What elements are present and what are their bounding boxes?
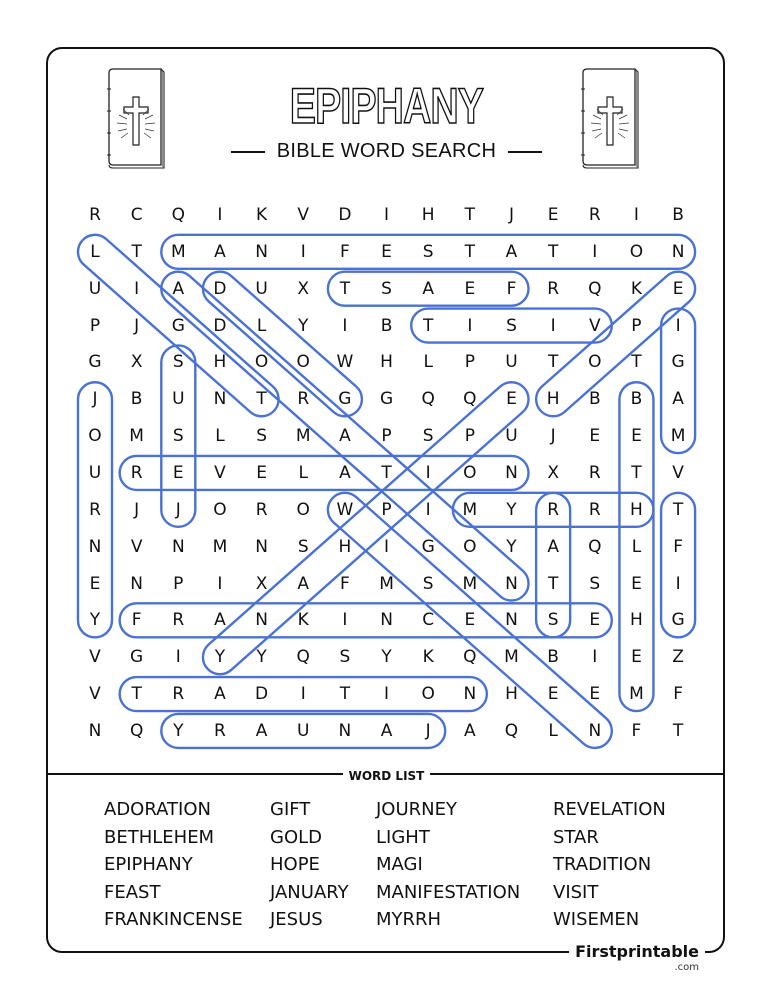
grid-cell[interactable]: I — [342, 610, 348, 631]
grid-cell[interactable]: E — [672, 278, 684, 299]
grid-cell[interactable]: K — [630, 278, 643, 299]
grid-cell[interactable]: S — [422, 426, 434, 447]
grid-cell[interactable]: E — [464, 610, 476, 631]
grid-cell[interactable]: I — [384, 205, 390, 225]
grid-cell[interactable]: O — [463, 462, 477, 483]
grid-cell[interactable]: S — [381, 278, 392, 299]
grid-cell[interactable]: V — [672, 462, 684, 483]
grid-cell[interactable]: J — [425, 720, 431, 741]
grid-cell[interactable]: R — [547, 499, 560, 520]
grid-cell[interactable]: G — [130, 647, 144, 668]
word-list-item: JANUARY — [270, 881, 349, 903]
grid-cell[interactable]: X — [130, 352, 143, 373]
word-list-item: JESUS — [270, 909, 323, 930]
grid-cell[interactable]: P — [631, 315, 642, 336]
grid-cell[interactable]: F — [673, 536, 683, 557]
grid-cell[interactable]: W — [336, 352, 354, 373]
word-list-item: MAGI — [376, 854, 423, 875]
word-list-item: FEAST — [104, 881, 161, 903]
grid-cell[interactable]: E — [172, 462, 184, 483]
grid-cell[interactable]: I — [300, 241, 306, 262]
grid-cell[interactable]: G — [671, 610, 685, 631]
grid-cell[interactable]: A — [214, 241, 226, 262]
grid-cell[interactable]: D — [338, 205, 352, 225]
grid-cell[interactable]: Q — [588, 278, 602, 299]
grid-cell[interactable]: R — [89, 499, 101, 520]
grid-cell[interactable]: Z — [672, 647, 684, 668]
grid-cell[interactable]: Q — [171, 205, 185, 225]
grid-cell[interactable]: L — [548, 720, 558, 741]
grid-cell[interactable]: J — [550, 426, 556, 447]
grid-cell[interactable]: I — [675, 573, 681, 594]
grid-cell[interactable]: T — [256, 389, 267, 410]
grid-cell[interactable]: T — [464, 205, 476, 225]
grid-cell[interactable]: A — [297, 573, 310, 594]
grid-cell[interactable]: N — [255, 241, 268, 262]
word-list-item: STAR — [553, 826, 599, 848]
grid-cell[interactable]: E — [547, 205, 559, 225]
grid-cell[interactable]: N — [505, 573, 518, 594]
grid-cell[interactable]: T — [672, 499, 684, 520]
grid-cell[interactable]: N — [338, 720, 352, 741]
grid-cell[interactable]: I — [217, 205, 223, 225]
grid-cell[interactable]: N — [505, 462, 518, 483]
grid-cell[interactable]: Q — [421, 389, 435, 410]
grid-cell[interactable]: N — [88, 536, 102, 557]
grid-cell[interactable]: Q — [504, 720, 519, 741]
grid-cell[interactable]: M — [670, 426, 686, 447]
grid-cell[interactable]: R — [172, 684, 185, 705]
grid-cell[interactable]: E — [381, 241, 392, 262]
grid-cell[interactable]: X — [297, 278, 310, 299]
grid-cell[interactable]: S — [422, 573, 434, 594]
grid-cell[interactable]: Q — [463, 647, 477, 668]
grid-cell[interactable]: R — [588, 462, 601, 483]
grid-cell[interactable]: Q — [129, 720, 144, 741]
grid-cell[interactable]: B — [588, 389, 601, 410]
word-list-item: EPIPHANY — [104, 854, 193, 875]
grid-cell[interactable]: T — [672, 720, 684, 741]
grid-cell[interactable]: Q — [588, 536, 602, 557]
grid-cell[interactable]: S — [172, 352, 184, 373]
grid-cell[interactable]: H — [546, 389, 560, 410]
grid-cell[interactable]: Y — [173, 720, 184, 741]
grid-cell[interactable]: T — [547, 352, 559, 373]
grid-cell[interactable]: F — [631, 720, 642, 741]
grid-cell[interactable]: N — [588, 720, 602, 741]
grid-cell[interactable]: P — [464, 426, 475, 447]
grid-cell[interactable]: U — [88, 278, 102, 299]
grid-cell[interactable]: K — [297, 610, 309, 631]
grid-cell[interactable]: Y — [89, 610, 101, 631]
grid-cell[interactable]: B — [547, 647, 559, 668]
grid-cell[interactable]: J — [508, 205, 514, 225]
grid-cell[interactable]: D — [255, 684, 269, 705]
grid-cell[interactable]: U — [255, 278, 268, 299]
grid-cell[interactable]: I — [425, 462, 431, 483]
grid-cell[interactable]: D — [213, 315, 227, 336]
grid-cell[interactable]: G — [171, 315, 185, 336]
grid-cell[interactable]: M — [170, 241, 186, 262]
grid-cell[interactable]: P — [381, 499, 392, 520]
grid-cell[interactable]: N — [88, 720, 102, 741]
grid-cell[interactable]: E — [589, 610, 601, 631]
grid-cell[interactable]: H — [630, 610, 643, 631]
grid-cell[interactable]: L — [423, 352, 433, 373]
grid-cell[interactable]: O — [296, 499, 310, 520]
grid-cell[interactable]: H — [213, 352, 227, 373]
grid-cell[interactable]: H — [421, 205, 435, 225]
grid-cell[interactable]: A — [672, 389, 684, 410]
grid-cell[interactable]: I — [633, 205, 639, 225]
grid-cell[interactable]: G — [671, 352, 685, 373]
grid-cell[interactable]: O — [296, 352, 310, 373]
grid-cell[interactable]: I — [342, 315, 348, 336]
grid-cell[interactable]: A — [339, 462, 351, 483]
grid-cell[interactable]: L — [256, 315, 267, 336]
grid-cell[interactable]: Y — [506, 499, 517, 520]
grid-cell[interactable]: T — [422, 315, 434, 336]
grid-cell[interactable]: A — [255, 720, 268, 741]
word-list-item: VISIT — [553, 881, 599, 903]
grid-cell[interactable]: K — [256, 205, 268, 225]
grid-cell[interactable]: F — [673, 684, 683, 705]
grid-cell[interactable]: E — [89, 573, 101, 594]
grid-cell[interactable]: H — [505, 684, 518, 705]
grid-cell[interactable]: E — [631, 426, 642, 447]
grid-cell[interactable]: Y — [381, 647, 392, 668]
grid-cell[interactable]: E — [631, 647, 642, 668]
word-list-item: MYRRH — [376, 909, 442, 930]
grid-cell[interactable]: U — [505, 426, 518, 447]
grid-cell[interactable]: A — [172, 278, 185, 299]
grid-cell[interactable]: A — [214, 684, 226, 705]
subtitle: BIBLE WORD SEARCH — [276, 140, 497, 162]
grid-cell[interactable]: O — [88, 426, 102, 447]
grid-cell[interactable]: U — [172, 389, 185, 410]
grid-cell[interactable]: H — [338, 536, 352, 557]
grid-cell[interactable]: N — [463, 684, 477, 705]
word-list-item: WISEMEN — [553, 909, 640, 930]
grid-cell[interactable]: M — [629, 684, 644, 705]
grid-cell[interactable]: Q — [463, 389, 477, 410]
grid-cell[interactable]: A — [547, 536, 559, 557]
grid-cell[interactable]: W — [336, 499, 354, 520]
grid-cell[interactable]: I — [550, 315, 556, 336]
grid-cell[interactable]: V — [89, 647, 101, 668]
grid-cell[interactable]: T — [339, 684, 351, 705]
grid-cell[interactable]: N — [505, 610, 518, 631]
grid-cell[interactable]: O — [213, 499, 227, 520]
grid-cell[interactable]: E — [547, 684, 559, 705]
grid-cell[interactable]: R — [588, 205, 601, 225]
grid-cell[interactable]: E — [589, 426, 601, 447]
grid-cell[interactable]: S — [339, 647, 351, 668]
grid-cell[interactable]: T — [547, 573, 559, 594]
grid-cell[interactable]: E — [589, 684, 601, 705]
grid-cell[interactable]: F — [340, 573, 350, 594]
grid-cell[interactable]: L — [298, 462, 308, 483]
grid-cell[interactable]: F — [340, 241, 350, 262]
grid-cell[interactable]: I — [217, 573, 223, 594]
grid-cell[interactable]: L — [215, 426, 225, 447]
grid-cell[interactable]: V — [130, 536, 143, 557]
grid-cell[interactable]: I — [384, 684, 390, 705]
grid-cell[interactable]: N — [255, 536, 268, 557]
subtitle-row — [0, 140, 773, 163]
subtitle-rule-left — [231, 151, 265, 153]
grid-cell[interactable]: G — [421, 536, 435, 557]
grid-cell[interactable]: T — [631, 462, 642, 483]
grid-cell[interactable]: B — [630, 389, 643, 410]
grid-cell[interactable]: C — [422, 610, 435, 631]
grid-cell[interactable]: F — [131, 610, 142, 631]
grid-cell[interactable]: E — [506, 389, 517, 410]
grid-cell[interactable]: I — [592, 241, 598, 262]
grid-cell[interactable]: J — [175, 499, 181, 520]
word-list-item: REVELATION — [553, 799, 666, 820]
grid-cell[interactable]: X — [547, 462, 559, 483]
word-list-item: ADORATION — [104, 799, 211, 820]
brand-logo: Firstprintable — [569, 942, 705, 961]
grid-cell[interactable]: S — [422, 241, 434, 262]
grid-cell[interactable]: R — [89, 205, 101, 225]
brand-suffix: .com — [674, 962, 699, 973]
grid-cell[interactable]: N — [255, 610, 268, 631]
page-title: EPIPHANY — [289, 78, 484, 134]
grid-cell[interactable]: P — [89, 315, 101, 336]
grid-cell[interactable]: S — [589, 573, 601, 594]
grid-cell[interactable]: L — [631, 536, 642, 557]
grid-cell[interactable]: U — [88, 462, 102, 483]
grid-cell[interactable]: B — [380, 315, 393, 336]
grid-cell[interactable]: E — [464, 278, 476, 299]
grid-cell[interactable]: A — [339, 426, 351, 447]
grid-cell[interactable]: C — [130, 205, 143, 225]
grid-cell[interactable]: B — [672, 205, 684, 225]
grid-cell[interactable]: J — [134, 499, 140, 520]
grid-cell[interactable]: V — [297, 205, 310, 225]
grid-cell[interactable]: A — [505, 241, 518, 262]
grid-cell[interactable]: T — [131, 241, 142, 262]
grid-cell[interactable]: B — [130, 389, 143, 410]
grid-cell[interactable]: Y — [298, 315, 309, 336]
grid-cell[interactable]: I — [175, 647, 181, 668]
grid-cell[interactable]: M — [212, 536, 228, 557]
word-list-item: LIGHT — [376, 826, 430, 848]
grid-cell[interactable]: M — [129, 426, 144, 447]
grid-cell[interactable]: I — [134, 278, 140, 299]
grid-cell[interactable]: O — [421, 684, 435, 705]
grid-cell[interactable]: T — [547, 241, 559, 262]
grid-cell[interactable]: M — [462, 499, 478, 520]
grid-cell[interactable]: S — [172, 426, 184, 447]
grid-cell[interactable]: A — [464, 720, 476, 741]
grid-cell[interactable]: I — [300, 684, 306, 705]
grid-cell[interactable]: K — [422, 647, 434, 668]
grid-cell[interactable]: N — [213, 389, 227, 410]
grid-cell[interactable]: R — [214, 720, 226, 741]
grid-cell[interactable]: I — [592, 647, 598, 668]
grid-cell[interactable]: V — [588, 315, 601, 336]
grid-cell[interactable]: Y — [214, 647, 226, 668]
grid-cell[interactable]: Y — [256, 647, 267, 668]
grid-cell[interactable]: T — [131, 684, 142, 705]
grid-cell[interactable]: Y — [506, 536, 517, 557]
grid-cell[interactable]: G — [88, 352, 102, 373]
grid-cell[interactable]: F — [506, 278, 517, 299]
grid-cell[interactable]: R — [588, 499, 601, 520]
grid-cell[interactable]: V — [89, 684, 101, 705]
grid-cell[interactable]: O — [463, 536, 477, 557]
grid-cell[interactable]: A — [214, 610, 226, 631]
grid-cell[interactable]: J — [134, 315, 140, 336]
word-list-item: MANIFESTATION — [376, 881, 521, 903]
grid-cell[interactable]: I — [425, 499, 431, 520]
grid-cell[interactable]: Q — [296, 647, 310, 668]
word-list-item: TRADITION — [553, 854, 652, 875]
grid-cell[interactable]: N — [171, 536, 185, 557]
grid-cell[interactable]: A — [422, 278, 434, 299]
word-list-item: GOLD — [270, 826, 323, 848]
grid-cell[interactable]: N — [130, 573, 143, 594]
grid-cell[interactable]: R — [297, 389, 310, 410]
grid-cell[interactable]: P — [173, 573, 184, 594]
grid-cell[interactable]: M — [504, 647, 519, 668]
word-list-item: HOPE — [270, 854, 320, 875]
word-list-item: FRANKINCENSE — [104, 909, 243, 930]
grid-cell[interactable]: I — [384, 536, 390, 557]
word-list-item: JOURNEY — [376, 799, 457, 820]
grid-cell[interactable]: G — [379, 389, 394, 410]
grid-cell[interactable]: T — [381, 462, 392, 483]
grid-cell[interactable]: J — [92, 389, 98, 410]
grid-cell[interactable]: O — [254, 352, 269, 373]
grid-cell[interactable]: D — [213, 278, 227, 299]
grid-cell[interactable]: R — [130, 462, 143, 483]
grid-cell[interactable]: M — [295, 426, 311, 447]
grid-cell[interactable]: H — [630, 499, 643, 520]
grid-cell[interactable]: R — [172, 610, 185, 631]
subtitle-rule-right — [508, 151, 542, 153]
grid-cell[interactable]: A — [380, 720, 393, 741]
grid-cell[interactable]: T — [631, 352, 642, 373]
grid-cell[interactable]: P — [464, 352, 475, 373]
grid-cell[interactable]: R — [255, 499, 268, 520]
word-list-item: BETHLEHEM — [104, 826, 215, 848]
grid-cell[interactable]: E — [256, 462, 267, 483]
grid-cell[interactable]: N — [671, 241, 685, 262]
grid-cell[interactable]: P — [381, 426, 392, 447]
grid-cell[interactable]: E — [631, 573, 642, 594]
grid-cell[interactable]: I — [467, 315, 473, 336]
grid-cell[interactable]: S — [506, 315, 517, 336]
grid-cell[interactable]: T — [339, 278, 351, 299]
grid-cell[interactable]: V — [214, 462, 226, 483]
grid-cell[interactable]: O — [588, 352, 602, 373]
grid-cell[interactable]: T — [464, 241, 476, 262]
grid-cell[interactable]: U — [297, 720, 310, 741]
grid-cell[interactable]: U — [505, 352, 518, 373]
grid-cell[interactable]: X — [255, 573, 268, 594]
word-list-heading: WORD LIST — [0, 765, 773, 784]
grid-cell[interactable]: G — [338, 389, 352, 410]
grid-cell[interactable]: L — [90, 241, 100, 262]
grid-cell[interactable]: S — [256, 426, 267, 447]
grid-cell[interactable]: N — [380, 610, 393, 631]
grid-cell[interactable]: S — [547, 610, 559, 631]
grid-cell[interactable]: O — [629, 241, 644, 262]
grid-cell[interactable]: I — [675, 315, 681, 336]
grid-cell[interactable]: R — [547, 278, 560, 299]
grid-cell[interactable]: M — [379, 573, 394, 594]
grid-cell[interactable]: H — [380, 352, 393, 373]
grid-cell[interactable]: M — [462, 573, 478, 594]
word-list-item: GIFT — [270, 799, 311, 820]
grid-cell[interactable]: S — [297, 536, 309, 557]
